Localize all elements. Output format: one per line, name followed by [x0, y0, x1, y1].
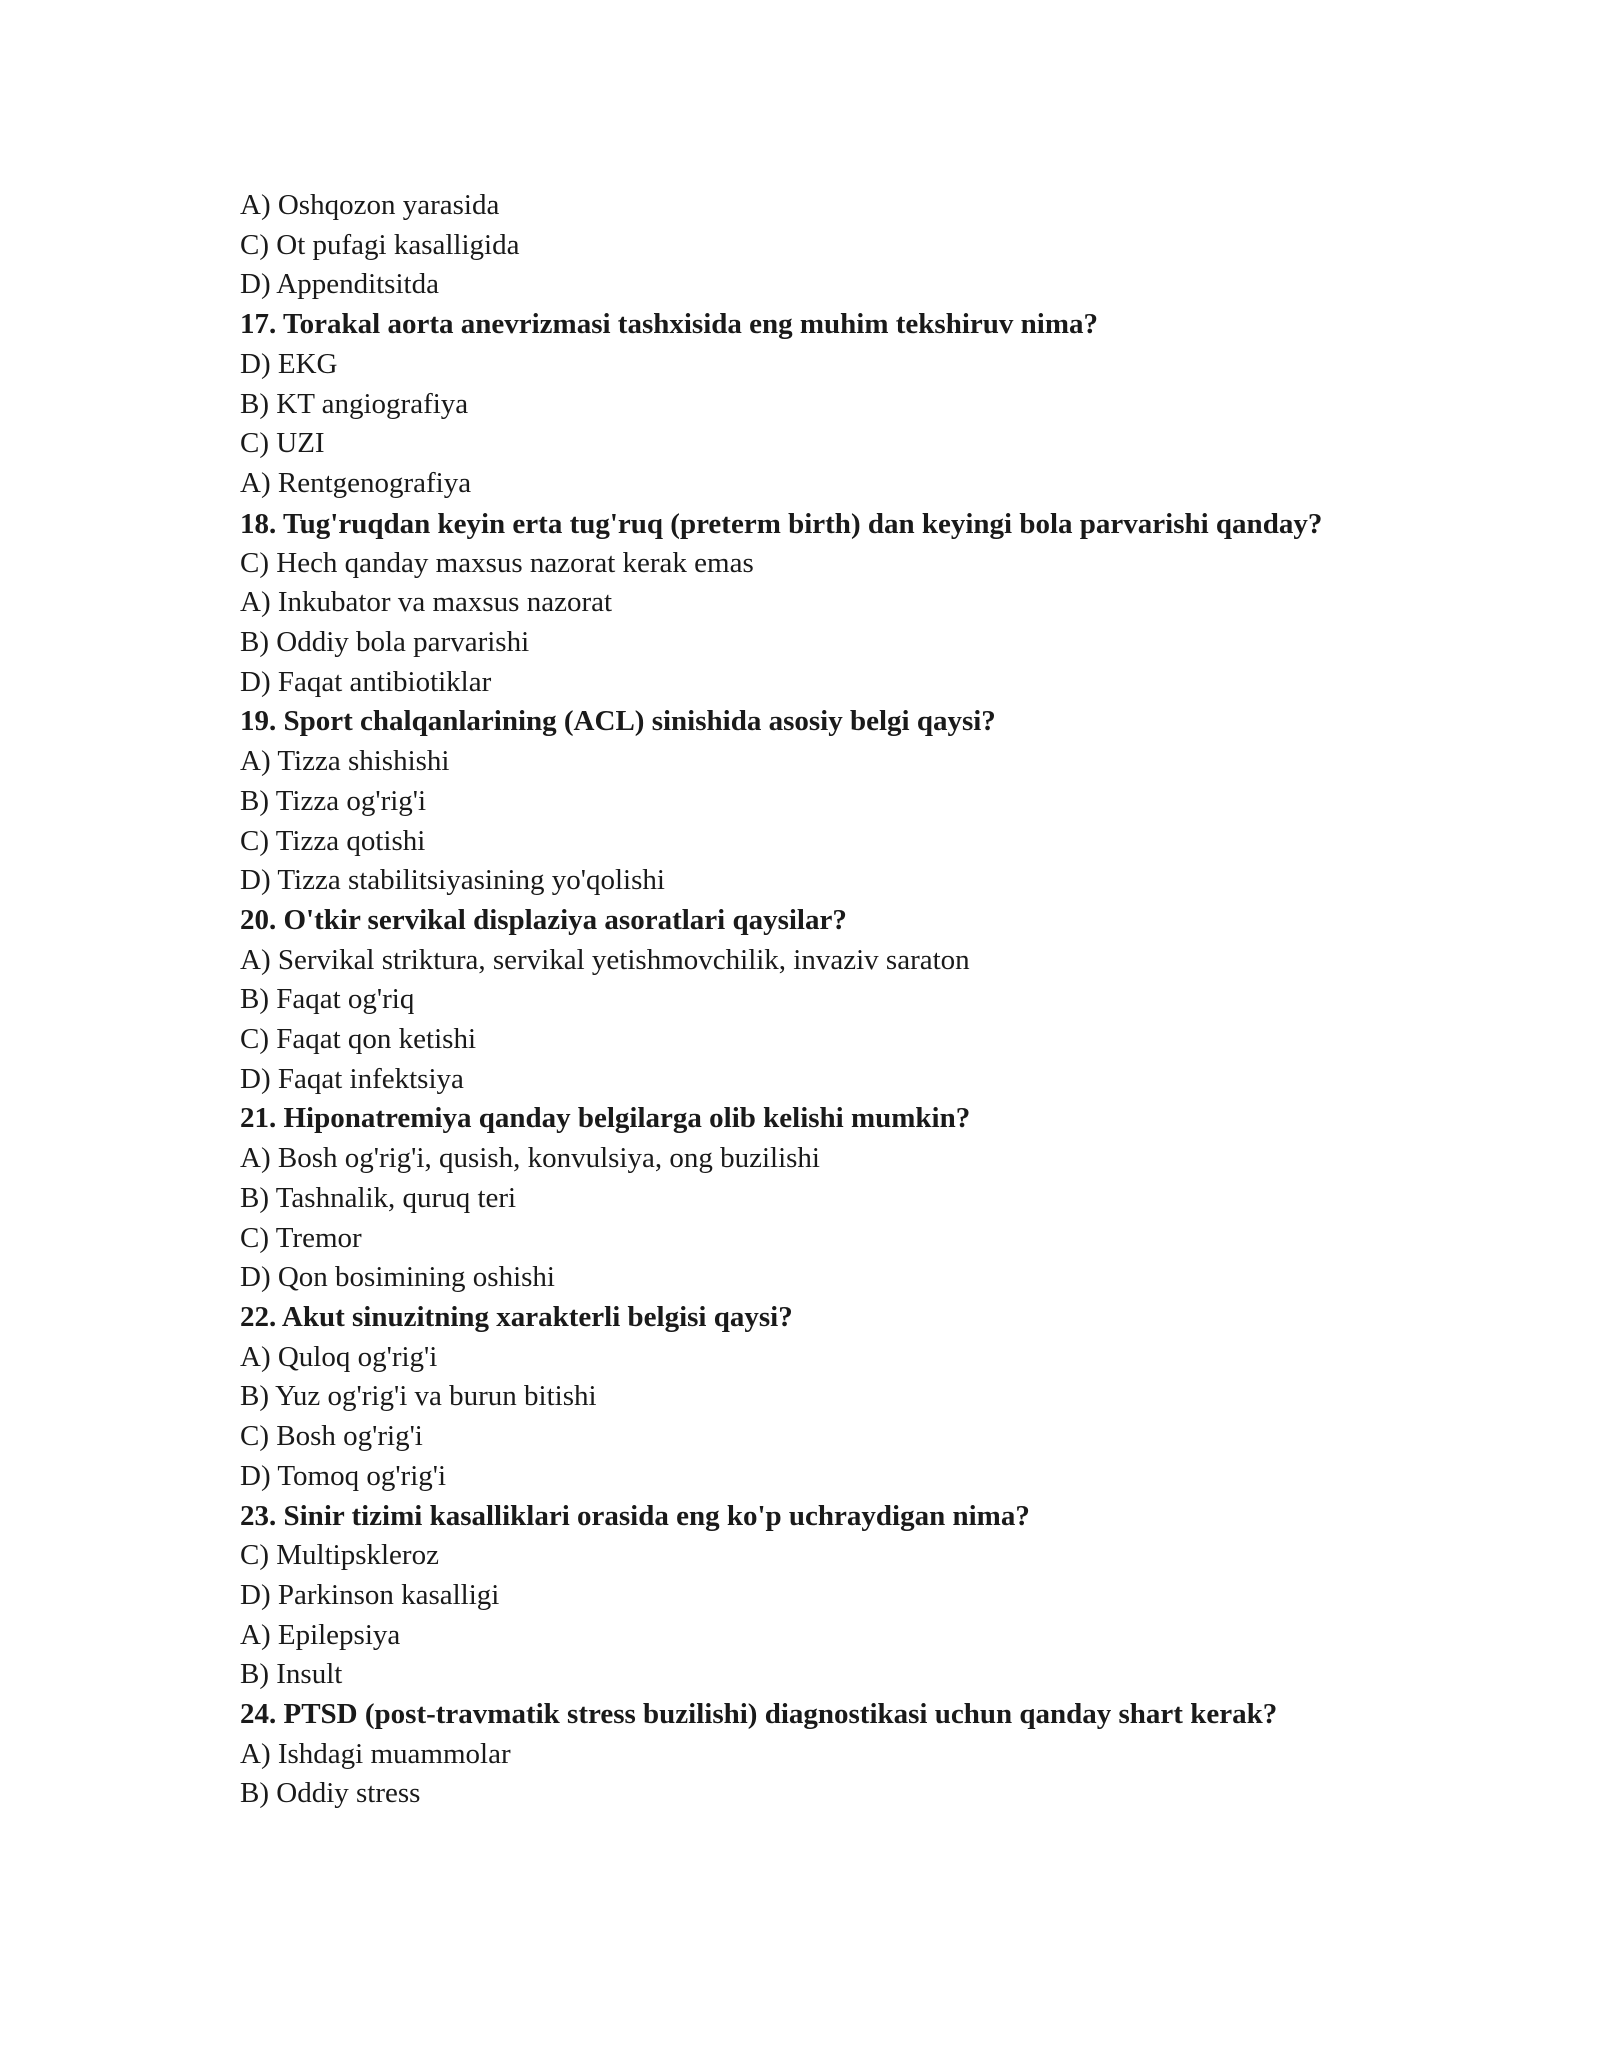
option: C) UZI	[240, 427, 325, 460]
question-20-title: 20. O'tkir servikal displaziya asoratlari qaysilar?	[240, 903, 847, 936]
option: A) Tizza shishishi	[240, 745, 450, 778]
option: B) Yuz og'rig'i va burun bitishi	[240, 1380, 597, 1413]
option: B) Faqat og'riq	[240, 983, 415, 1016]
question-18-title: 18. Tug'ruqdan keyin erta tug'ruq (preterm birth) dan keyingi bola parvarishi qanday?	[240, 507, 1323, 540]
option: A) Bosh og'rig'i, qusish, konvulsiya, ong buzilishi	[240, 1142, 820, 1175]
question-22-title: 22. Akut sinuzitning xarakterli belgisi qaysi?	[240, 1300, 793, 1333]
option: A) Rentgenografiya	[240, 466, 472, 499]
option: D) EKG	[240, 347, 338, 380]
option: D) Faqat antibiotiklar	[240, 665, 492, 698]
option: A) Oshqozon yarasida	[240, 189, 500, 221]
option: A) Quloq og'rig'i	[240, 1340, 438, 1373]
option: C) Tremor	[240, 1221, 362, 1254]
option: B) Tashnalik, quruq teri	[240, 1181, 517, 1214]
option: D) Tizza stabilitsiyasining yo'qolishi	[240, 864, 665, 897]
option: B) Oddiy bola parvarishi	[240, 626, 530, 659]
option: C) Hech qanday maxsus nazorat kerak emas	[240, 546, 754, 579]
option: C) Bosh og'rig'i	[240, 1420, 423, 1453]
option: A) Epilepsiya	[240, 1618, 401, 1651]
option: B) Oddiy stress	[240, 1777, 421, 1810]
question-24-title: 24. PTSD (post-travmatik stress buzilishi) diagnostikasi uchun qanday shart kerak?	[240, 1698, 1278, 1731]
option: D) Faqat infektsiya	[240, 1062, 464, 1095]
question-17-title: 17. Torakal aorta anevrizmasi tashxisida eng muhim tekshiruv nima?	[240, 308, 1098, 341]
option: A) Ishdagi muammolar	[240, 1737, 511, 1770]
option: A) Inkubator va maxsus nazorat	[240, 586, 613, 619]
option: D) Tomoq og'rig'i	[240, 1459, 447, 1492]
option: C) Faqat qon ketishi	[240, 1023, 477, 1056]
option: C) Tizza qotishi	[240, 824, 426, 857]
question-21-title: 21. Hiponatremiya qanday belgilarga olib kelishi mumkin?	[240, 1102, 971, 1135]
option: B) KT angiografiya	[240, 387, 469, 420]
option: D) Appenditsitda	[240, 268, 439, 301]
option: D) Parkinson kasalligi	[240, 1578, 500, 1611]
option: B) Tizza og'rig'i	[240, 784, 427, 817]
option: C) Ot pufagi kasalligida	[240, 228, 520, 261]
option: A) Servikal striktura, servikal yetishmovchilik, invaziv saraton	[240, 943, 970, 976]
option: D) Qon bosimining oshishi	[240, 1261, 555, 1294]
question-23-title: 23. Sinir tizimi kasalliklari orasida eng ko'p uchraydigan nima?	[240, 1499, 1030, 1532]
document-page	[240, 186, 1420, 1814]
option: C) Multipskleroz	[240, 1539, 439, 1572]
option: B) Insult	[240, 1658, 343, 1691]
question-19-title: 19. Sport chalqanlarining (ACL) sinishida asosiy belgi qaysi?	[240, 705, 996, 738]
